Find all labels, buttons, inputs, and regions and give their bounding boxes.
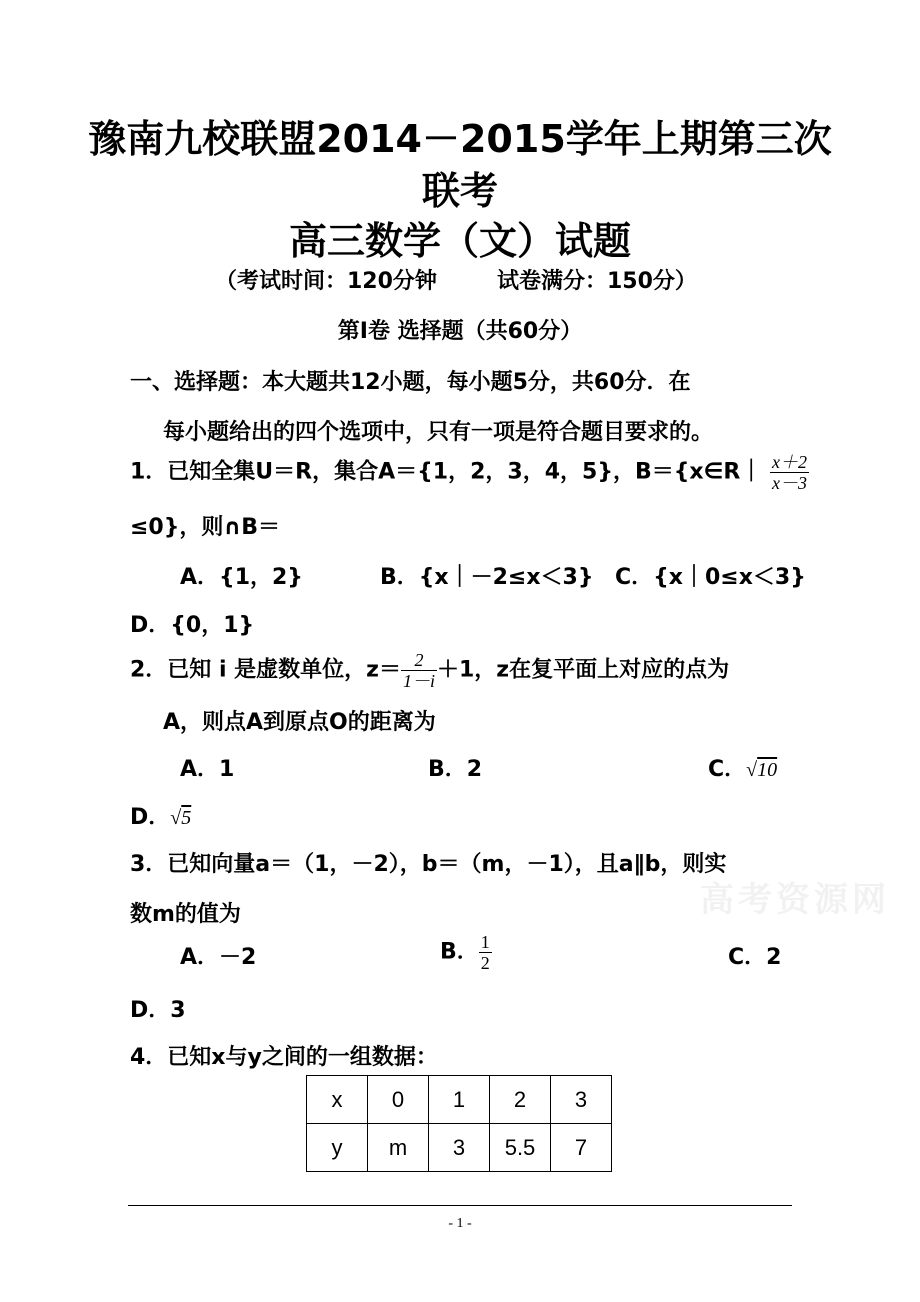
question-2-text-b: ＋1，z在复平面上对应的点为 xyxy=(437,657,730,683)
table-cell: 2 xyxy=(490,1076,551,1124)
question-1-fraction xyxy=(770,452,809,493)
question-1-option-c: C．{x｜0≤x＜3} xyxy=(615,565,806,590)
exam-score: 试卷满分：150分） xyxy=(497,269,697,294)
fraction-numerator: x＋2 xyxy=(771,452,807,472)
table-row xyxy=(307,1124,612,1172)
question-1-stem xyxy=(130,452,809,493)
question-1-text: 1．已知全集U＝R，集合A＝{1，2，3，4，5}，B＝{x∈R｜ xyxy=(130,459,763,485)
fraction-numerator: 2 xyxy=(401,650,437,671)
table-cell: 7 xyxy=(551,1124,612,1172)
fraction-denominator: 1－i xyxy=(402,671,435,691)
sqrt-10-expression: √10 xyxy=(746,759,778,781)
question-1-option-b: B．{x｜－2≤x＜3} xyxy=(380,565,594,590)
sqrt-5-expression: √5 xyxy=(170,807,192,829)
table-cell: 3 xyxy=(551,1076,612,1124)
section-instruction-2: 每小题给出的四个选项中，只有一项是符合题目要求的。 xyxy=(163,420,714,445)
section-instruction-1: 一、选择题：本大题共12小题，每小题5分，共60分．在 xyxy=(130,370,691,395)
option-b-label: B． xyxy=(440,939,479,965)
question-2-stem xyxy=(130,650,729,691)
footer-divider xyxy=(128,1205,792,1206)
question-1-option-a: A．{1，2} xyxy=(180,565,303,590)
page-number: - 1 - xyxy=(448,1216,472,1231)
subject-title: 高三数学（文）试题 xyxy=(288,219,631,263)
question-2-text-a: 2．已知 i 是虚数单位，z＝ xyxy=(130,657,401,683)
table-cell: x xyxy=(307,1076,368,1124)
table-row xyxy=(307,1076,612,1124)
table-cell: m xyxy=(368,1124,429,1172)
question-2-option-d xyxy=(130,800,191,831)
option-c-label: C． xyxy=(708,757,747,782)
question-3-option-c: C．2 xyxy=(728,945,782,970)
question-2-stem-cont: A，则点A到原点O的距离为 xyxy=(163,710,436,735)
part-heading: 第Ⅰ卷 选择题（共60分） xyxy=(337,319,583,344)
table-cell: 1 xyxy=(429,1076,490,1124)
table-cell: y xyxy=(307,1124,368,1172)
watermark-text: 高考资源网 xyxy=(700,880,890,920)
question-3-option-b xyxy=(440,932,492,973)
question-2-option-b: B．2 xyxy=(428,757,483,782)
question-3-option-a: A．－2 xyxy=(180,945,257,970)
exam-time: （考试时间：120分钟 xyxy=(215,269,437,294)
fraction-denominator: x－3 xyxy=(771,473,807,493)
table-cell: 3 xyxy=(429,1124,490,1172)
option-d-label: D． xyxy=(130,805,171,830)
question-2-fraction xyxy=(401,650,437,691)
question-2-option-c xyxy=(708,752,777,783)
table-cell: 5.5 xyxy=(490,1124,551,1172)
question-3-stem-cont: 数m的值为 xyxy=(130,902,241,927)
question-3-stem: 3．已知向量a＝（1，－2），b＝（m，－1），且a∥b，则实 xyxy=(130,852,727,877)
fraction-numerator: 1 xyxy=(480,932,490,952)
radicand: 5 xyxy=(181,807,192,829)
question-1-option-d: D．{0，1} xyxy=(130,613,255,638)
table-cell: 0 xyxy=(368,1076,429,1124)
data-table xyxy=(306,1075,612,1172)
radicand: 10 xyxy=(757,759,778,781)
question-3-option-d: D．3 xyxy=(130,998,186,1023)
question-4-stem: 4．已知x与y之间的一组数据： xyxy=(130,1045,438,1070)
title-line-1: 豫南九校联盟2014－2015学年上期第三次 xyxy=(88,117,832,161)
half-fraction xyxy=(479,932,492,973)
title-line-2: 联考 xyxy=(421,169,498,213)
question-1-stem-cont: ≤0}，则∩B＝ xyxy=(130,515,281,540)
fraction-denominator: 2 xyxy=(480,953,490,973)
question-2-option-a: A．1 xyxy=(180,757,235,782)
